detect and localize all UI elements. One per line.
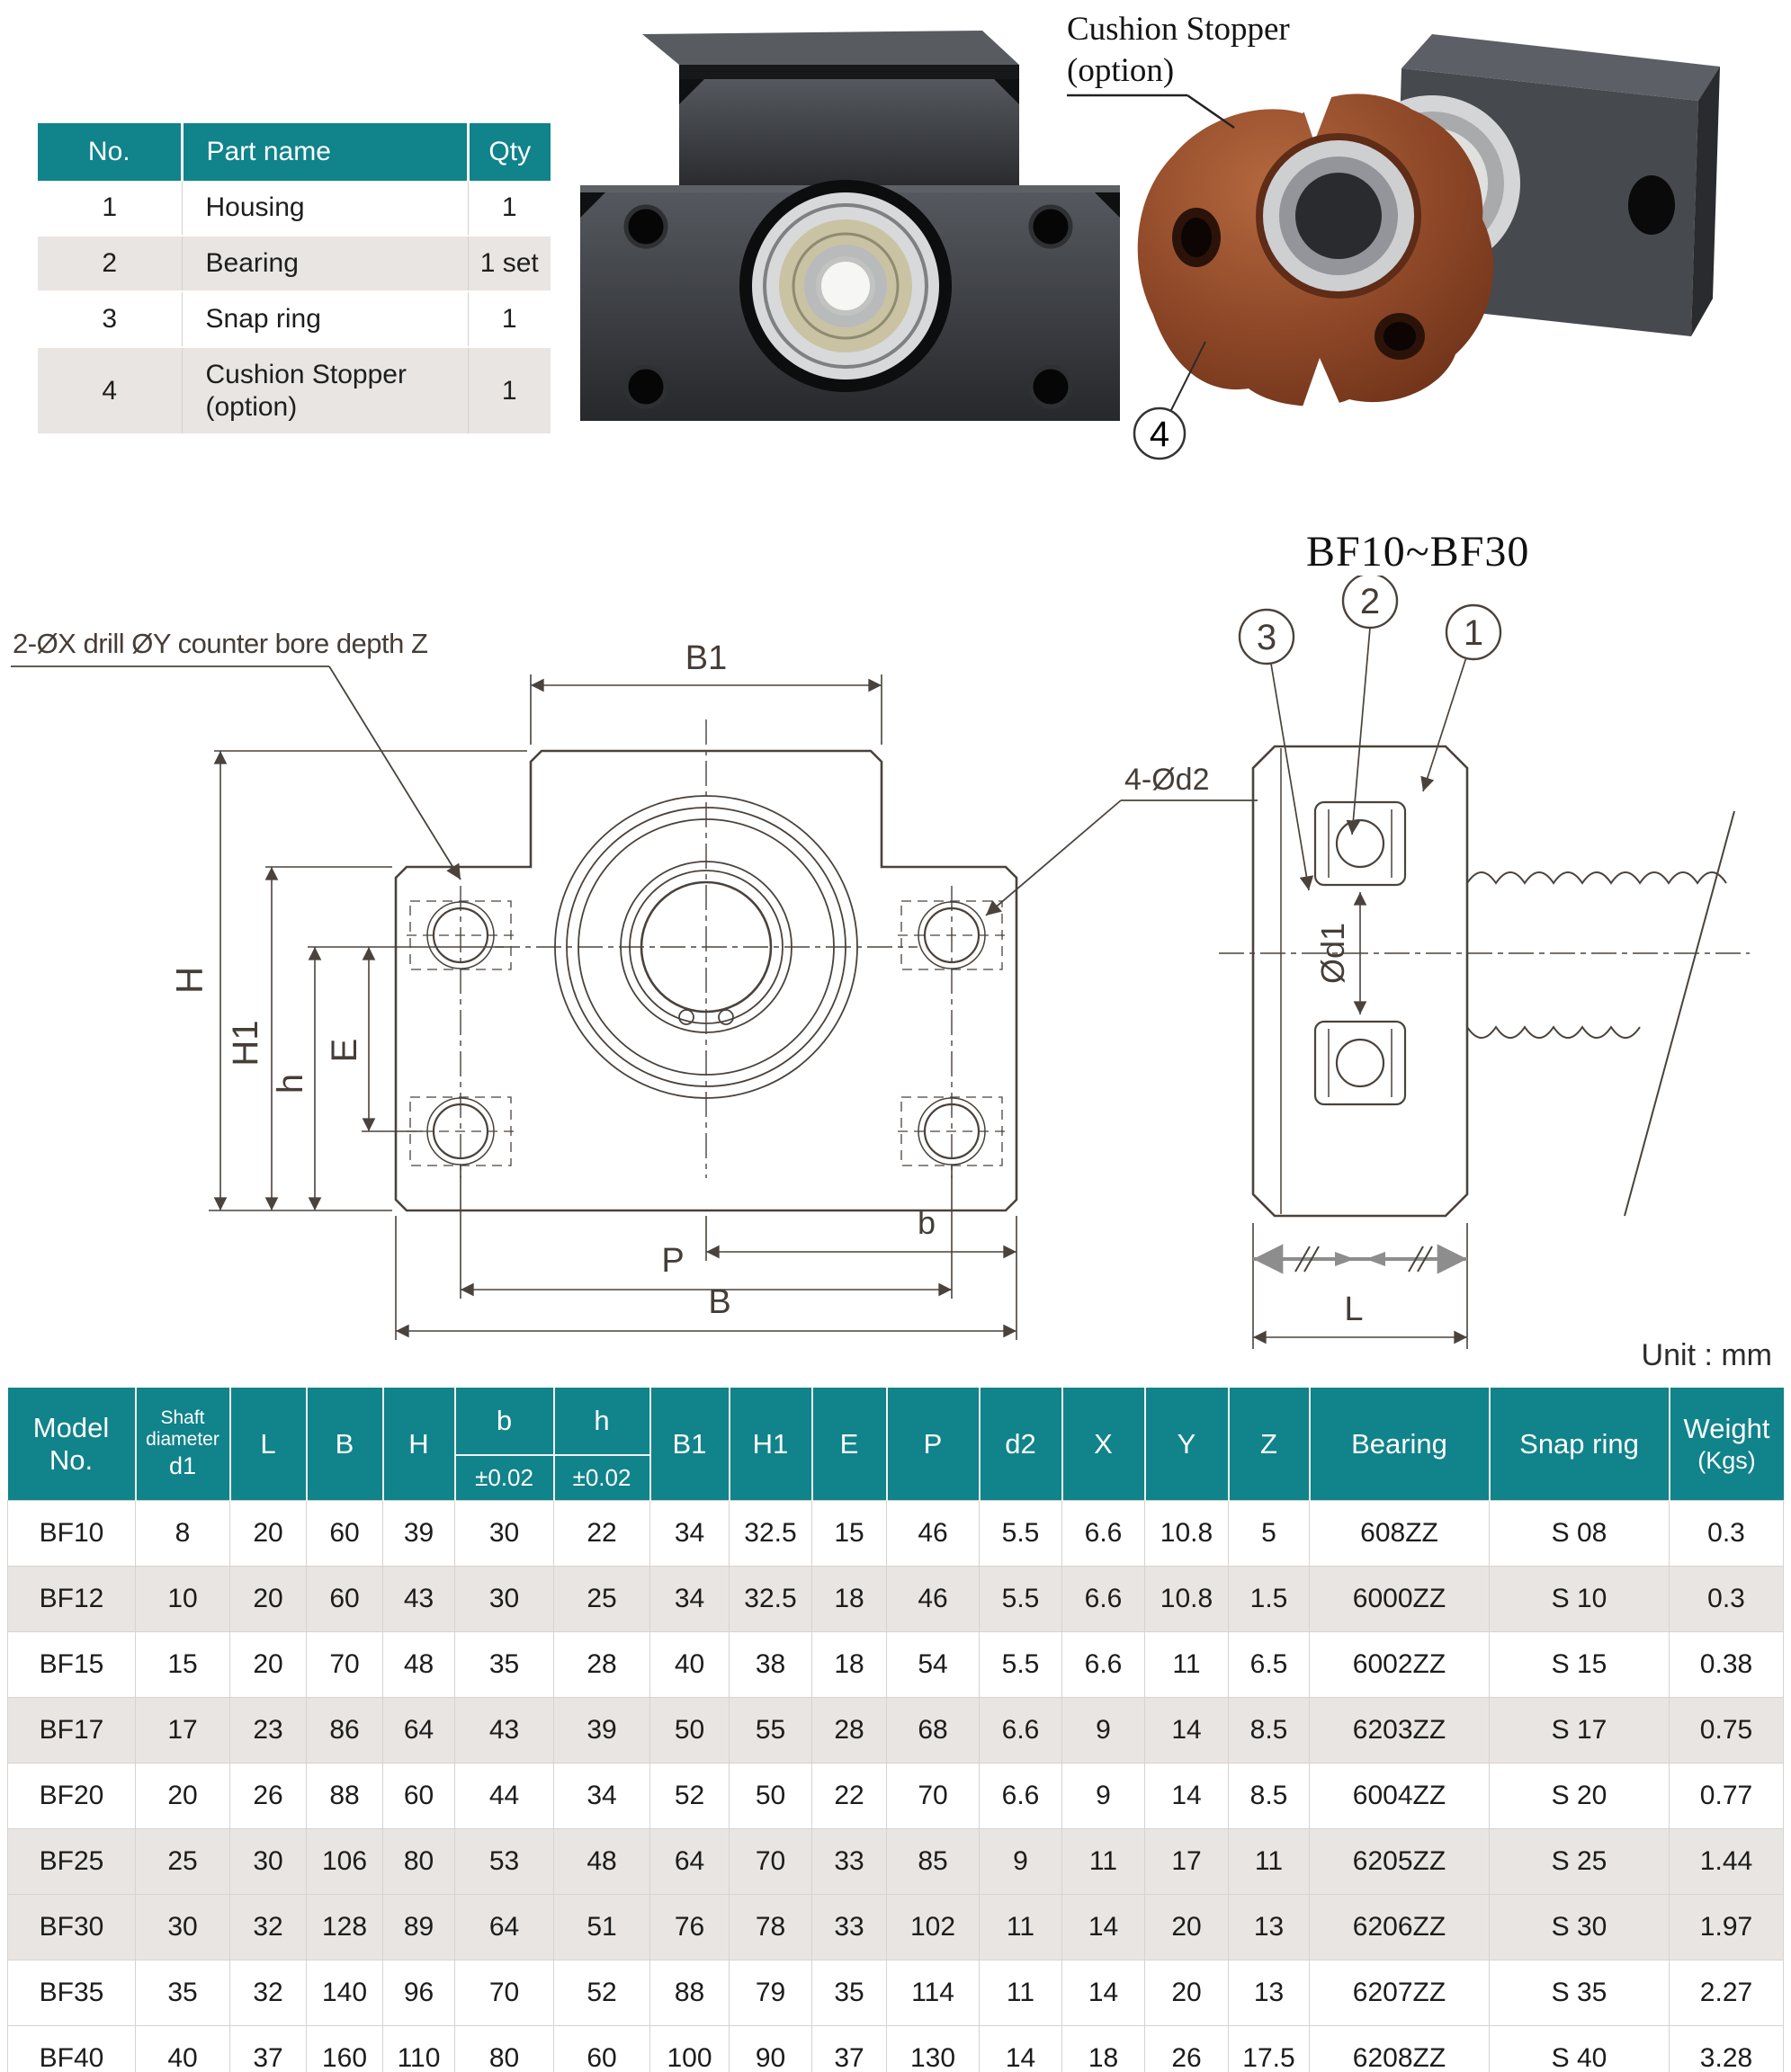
technical-drawing: [0, 576, 1791, 1385]
spec-cell: 160: [307, 2026, 383, 2072]
spec-cell: 6.5: [1229, 1632, 1310, 1698]
spec-cell: 35: [812, 1960, 887, 2026]
spec-cell: 1.97: [1670, 1895, 1784, 1960]
spec-cell-model: BF40: [8, 2026, 136, 2072]
spec-cell: 40: [136, 2026, 230, 2072]
spec-col-bearing: Bearing: [1310, 1388, 1490, 1501]
spec-cell: 14: [1062, 1895, 1145, 1960]
spec-cell: 6000ZZ: [1310, 1567, 1490, 1632]
spec-cell: 18: [812, 1567, 887, 1632]
callout-3-icon: [1240, 610, 1294, 664]
bearing-face: [739, 180, 952, 392]
spec-cell-model: BF12: [8, 1567, 136, 1632]
svg-text:E: E: [325, 1038, 364, 1063]
spec-cell: 30: [455, 1567, 554, 1632]
parts-cell-no: 3: [38, 291, 182, 347]
spec-col-weight: Weight (Kgs): [1670, 1388, 1784, 1501]
spec-cell: S 25: [1490, 1829, 1670, 1895]
svg-text:3: 3: [1256, 618, 1277, 657]
svg-text:H: H: [168, 966, 210, 995]
parts-cell-qty: 1 set: [468, 236, 551, 291]
front-view: [396, 719, 1016, 1210]
spec-cell: 6002ZZ: [1310, 1632, 1490, 1698]
parts-table: [38, 123, 551, 435]
spec-cell: 15: [136, 1632, 230, 1698]
spec-cell: 0.3: [1670, 1567, 1784, 1632]
spec-cell: 128: [307, 1895, 383, 1960]
spec-cell: 68: [887, 1698, 980, 1764]
spec-cell: 96: [383, 1960, 455, 2026]
spec-cell: 20: [1145, 1895, 1229, 1960]
spec-cell: 64: [455, 1895, 554, 1960]
spec-cell-model: BF17: [8, 1698, 136, 1764]
spec-col-model-no-: Model No.: [8, 1388, 136, 1501]
parts-row-1: [38, 181, 551, 236]
spec-cell: 52: [554, 1960, 650, 2026]
spec-cell: 55: [730, 1698, 812, 1764]
spec-cell-model: BF35: [8, 1960, 136, 2026]
spec-cell-model: BF20: [8, 1764, 136, 1829]
spec-cell-model: BF30: [8, 1895, 136, 1960]
spec-cell: 6208ZZ: [1310, 2026, 1490, 2072]
spec-cell: 0.75: [1670, 1698, 1784, 1764]
spec-cell-model: BF25: [8, 1829, 136, 1895]
spec-cell: 70: [730, 1829, 812, 1895]
spec-col-h: H: [383, 1388, 455, 1501]
spec-cell: S 35: [1490, 1960, 1670, 2026]
spec-cell: 35: [455, 1632, 554, 1698]
spec-row-BF12: [8, 1567, 1784, 1632]
spec-cell: 79: [730, 1960, 812, 2026]
spec-cell: 30: [136, 1895, 230, 1960]
spec-col-y: Y: [1145, 1388, 1229, 1501]
spec-cell: 6.6: [980, 1698, 1062, 1764]
spec-cell: 20: [230, 1567, 307, 1632]
spec-cell: 9: [1062, 1698, 1145, 1764]
center-lines: [461, 719, 952, 1178]
spec-cell: 8.5: [1229, 1698, 1310, 1764]
spec-cell: 106: [307, 1829, 383, 1895]
svg-text:P: P: [661, 1242, 685, 1280]
parts-col-no: No.: [38, 123, 182, 181]
spec-cell: 85: [887, 1829, 980, 1895]
spec-cell: 40: [650, 1632, 730, 1698]
spec-cell: 32: [230, 1895, 307, 1960]
spec-cell: 6004ZZ: [1310, 1764, 1490, 1829]
spec-cell: 34: [650, 1567, 730, 1632]
spec-col-x: X: [1062, 1388, 1145, 1501]
spec-cell: 50: [730, 1764, 812, 1829]
spec-cell: 20: [230, 1501, 307, 1567]
spec-cell: 11: [1229, 1829, 1310, 1895]
spec-cell: S 40: [1490, 2026, 1670, 2072]
spec-cell: 0.77: [1670, 1764, 1784, 1829]
model-range-caption: BF10~BF30: [1306, 528, 1530, 576]
spec-cell: 38: [730, 1632, 812, 1698]
spec-cell: 100: [650, 2026, 730, 2072]
spec-cell-model: BF10: [8, 1501, 136, 1567]
spec-cell: 10.8: [1145, 1567, 1229, 1632]
spec-cell: 76: [650, 1895, 730, 1960]
spec-col-h: h ±0.02: [554, 1388, 650, 1501]
housing-photo: [580, 31, 1120, 421]
spec-col-b: b ±0.02: [455, 1388, 554, 1501]
spec-col-l: L: [230, 1388, 307, 1501]
svg-text:b: b: [917, 1204, 936, 1241]
spec-row-BF25: [8, 1829, 1784, 1895]
spec-cell: 9: [1062, 1764, 1145, 1829]
spec-cell: 14: [1062, 1960, 1145, 2026]
spec-cell: 17.5: [1229, 2026, 1310, 2072]
spec-cell: 3.28: [1670, 2026, 1784, 2072]
callout-1-icon: [1446, 605, 1500, 659]
spec-cell: 88: [650, 1960, 730, 2026]
dimension-4d2: [986, 763, 1258, 915]
spec-cell: 88: [307, 1764, 383, 1829]
spec-cell: 46: [887, 1501, 980, 1567]
spec-cell: 26: [1145, 2026, 1229, 2072]
spec-cell: 5.5: [980, 1501, 1062, 1567]
spec-cell: S 08: [1490, 1501, 1670, 1567]
spec-row-BF10: [8, 1501, 1784, 1567]
parts-table-body: [38, 181, 551, 434]
spec-cell: 70: [887, 1764, 980, 1829]
spec-cell: 28: [554, 1632, 650, 1698]
spec-cell: 80: [455, 2026, 554, 2072]
spec-cell-model: BF15: [8, 1632, 136, 1698]
spec-cell: 11: [980, 1960, 1062, 2026]
spec-cell: 35: [136, 1960, 230, 2026]
spec-cell: 54: [887, 1632, 980, 1698]
spec-cell: 20: [230, 1632, 307, 1698]
spec-table: [7, 1388, 1784, 2072]
spec-cell: 8: [136, 1501, 230, 1567]
spec-col-b: B: [307, 1388, 383, 1501]
spec-cell: 6207ZZ: [1310, 1960, 1490, 2026]
spec-cell: 48: [383, 1632, 455, 1698]
spec-cell: 34: [650, 1501, 730, 1567]
spec-cell: 10: [136, 1567, 230, 1632]
parts-cell-name: Bearing: [182, 236, 468, 291]
spec-cell: 50: [650, 1698, 730, 1764]
parts-cell-name: Housing: [182, 181, 468, 236]
spec-cell: 90: [730, 2026, 812, 2072]
spec-cell: 17: [1145, 1829, 1229, 1895]
spec-cell: 43: [383, 1567, 455, 1632]
spec-cell: 60: [554, 2026, 650, 2072]
spec-cell: 18: [812, 1632, 887, 1698]
spec-cell: 8.5: [1229, 1764, 1310, 1829]
svg-text:B: B: [708, 1283, 731, 1321]
spec-cell: 70: [455, 1960, 554, 2026]
spec-cell: 44: [455, 1764, 554, 1829]
dimension-H1: [226, 867, 392, 1210]
spec-cell: 64: [650, 1829, 730, 1895]
spec-cell: 60: [307, 1501, 383, 1567]
spec-cell: 23: [230, 1698, 307, 1764]
spec-header-row: [8, 1388, 1784, 1501]
parts-cell-qty: 1: [468, 291, 551, 347]
spec-cell: 6203ZZ: [1310, 1698, 1490, 1764]
svg-text:H1: H1: [226, 1020, 265, 1067]
spec-cell: 39: [383, 1501, 455, 1567]
cushion-stopper-photo: [1067, 34, 1720, 459]
spec-col-snap-ring: Snap ring: [1490, 1388, 1670, 1501]
callout-2-icon: [1343, 576, 1397, 628]
dimension-b: [706, 1204, 1016, 1261]
spec-cell: 39: [554, 1698, 650, 1764]
spec-cell: 37: [230, 2026, 307, 2072]
spec-cell: 34: [554, 1764, 650, 1829]
spec-cell: 0.38: [1670, 1632, 1784, 1698]
spec-cell: 32: [230, 1960, 307, 2026]
svg-text:4-Ød2: 4-Ød2: [1124, 763, 1210, 797]
unit-note: Unit : mm: [1641, 1338, 1772, 1372]
spec-cell: 6.6: [1062, 1501, 1145, 1567]
spec-cell: 14: [980, 2026, 1062, 2072]
counterbore-note: [11, 628, 461, 880]
screw-shaft: [1467, 811, 1734, 1216]
spec-cell: 30: [230, 1829, 307, 1895]
parts-cell-qty: 1: [468, 181, 551, 236]
parts-col-qty: Qty: [468, 123, 551, 181]
spec-cell: 89: [383, 1895, 455, 1960]
spec-cell: 25: [554, 1567, 650, 1632]
parts-cell-qty: 1: [468, 347, 551, 434]
side-view: [1219, 746, 1750, 1216]
spec-cell: 25: [136, 1829, 230, 1895]
spec-cell: 51: [554, 1895, 650, 1960]
callouts: [1240, 576, 1500, 890]
spec-row-BF17: [8, 1698, 1784, 1764]
spec-cell: 6.6: [1062, 1567, 1145, 1632]
spec-cell: 102: [887, 1895, 980, 1960]
parts-col-part-name: Part name: [182, 123, 468, 181]
cushion-stopper-label: [1067, 9, 1290, 92]
spec-cell: 64: [383, 1698, 455, 1764]
spec-cell: 20: [1145, 1960, 1229, 2026]
parts-cell-no: 1: [38, 181, 182, 236]
stopper-label-leader: [1067, 95, 1234, 128]
svg-text:h: h: [271, 1073, 310, 1094]
svg-text:2: 2: [1359, 582, 1381, 621]
svg-text:1: 1: [1463, 613, 1484, 653]
svg-text:Ød1: Ød1: [1314, 922, 1351, 985]
dimension-h: [271, 947, 504, 1210]
dimension-L: [1253, 1223, 1467, 1349]
spec-row-BF35: [8, 1960, 1784, 2026]
svg-text:2-ØX drill ØY counter bore dep: 2-ØX drill ØY counter bore depth Z: [13, 628, 428, 659]
spec-cell: 52: [650, 1764, 730, 1829]
spec-col-shaft-diameter: Shaft diameter d1: [136, 1388, 230, 1501]
spec-row-BF20: [8, 1764, 1784, 1829]
spec-cell: 70: [307, 1632, 383, 1698]
spec-cell: 60: [307, 1567, 383, 1632]
spec-cell: 15: [812, 1501, 887, 1567]
spec-cell: 28: [812, 1698, 887, 1764]
spec-cell: 53: [455, 1829, 554, 1895]
spec-cell: 13: [1229, 1895, 1310, 1960]
parts-cell-no: 2: [38, 236, 182, 291]
spec-cell: 48: [554, 1829, 650, 1895]
spec-cell: 130: [887, 2026, 980, 2072]
parts-row-3: [38, 291, 551, 347]
spec-cell: 14: [1145, 1698, 1229, 1764]
spec-cell: 6205ZZ: [1310, 1829, 1490, 1895]
spec-col-d2: d2: [980, 1388, 1062, 1501]
spec-col-z: Z: [1229, 1388, 1310, 1501]
spec-col-b1: B1: [650, 1388, 730, 1501]
spec-cell: 60: [383, 1764, 455, 1829]
parts-cell-name: Snap ring: [182, 291, 468, 347]
parts-row-2: [38, 236, 551, 291]
cushion-stopper-label-line1: Cushion Stopper: [1067, 11, 1290, 48]
spec-cell: 11: [980, 1895, 1062, 1960]
svg-text:L: L: [1344, 1291, 1364, 1328]
spec-cell: 5.5: [980, 1567, 1062, 1632]
spec-cell: 114: [887, 1960, 980, 2026]
spec-row-BF30: [8, 1895, 1784, 1960]
spec-cell: 13: [1229, 1960, 1310, 2026]
spec-cell: 1.44: [1670, 1829, 1784, 1895]
spec-cell: 140: [307, 1960, 383, 2026]
spec-row-BF40: [8, 2026, 1784, 2072]
parts-row-4: [38, 347, 551, 434]
spec-cell: 0.3: [1670, 1501, 1784, 1567]
spec-table-body: [8, 1501, 1784, 2072]
spec-cell: 18: [1062, 2026, 1145, 2072]
spec-cell: 1.5: [1229, 1567, 1310, 1632]
svg-text:4: 4: [1149, 415, 1170, 454]
spec-cell: 5.5: [980, 1632, 1062, 1698]
spec-cell: 10.8: [1145, 1501, 1229, 1567]
spec-cell: 17: [136, 1698, 230, 1764]
spec-cell: 20: [136, 1764, 230, 1829]
spec-cell: 22: [554, 1501, 650, 1567]
spec-col-e: E: [812, 1388, 887, 1501]
spec-cell: 110: [383, 2026, 455, 2072]
spec-cell: 6206ZZ: [1310, 1895, 1490, 1960]
spec-cell: 6.6: [980, 1764, 1062, 1829]
spec-cell: 46: [887, 1567, 980, 1632]
spec-cell: 33: [812, 1829, 887, 1895]
spec-cell: 37: [812, 2026, 887, 2072]
dimension-H: [168, 751, 527, 1210]
spec-cell: 80: [383, 1829, 455, 1895]
spec-cell: 78: [730, 1895, 812, 1960]
spec-cell: S 30: [1490, 1895, 1670, 1960]
spec-cell: S 15: [1490, 1632, 1670, 1698]
svg-text:B1: B1: [685, 639, 728, 677]
parts-cell-no: 4: [38, 347, 182, 434]
spec-cell: 32.5: [730, 1501, 812, 1567]
spec-cell: S 17: [1490, 1698, 1670, 1764]
spec-col-h1: H1: [730, 1388, 812, 1501]
dimension-E: [325, 947, 423, 1131]
spec-cell: 22: [812, 1764, 887, 1829]
spec-cell: 33: [812, 1895, 887, 1960]
spec-cell: 11: [1062, 1829, 1145, 1895]
spec-col-p: P: [887, 1388, 980, 1501]
spec-cell: 43: [455, 1698, 554, 1764]
cushion-stopper-label-line2: (option): [1067, 52, 1175, 89]
spec-cell: S 20: [1490, 1764, 1670, 1829]
spec-cell: 5: [1229, 1501, 1310, 1567]
spec-cell: 86: [307, 1698, 383, 1764]
spec-cell: 11: [1145, 1632, 1229, 1698]
spec-row-BF15: [8, 1632, 1784, 1698]
parts-header-row: [38, 123, 551, 181]
spec-cell: 6.6: [1062, 1632, 1145, 1698]
spec-cell: 608ZZ: [1310, 1501, 1490, 1567]
parts-cell-name: Cushion Stopper (option): [182, 347, 468, 434]
spec-cell: 14: [1145, 1764, 1229, 1829]
spec-cell: 30: [455, 1501, 554, 1567]
spec-cell: S 10: [1490, 1567, 1670, 1632]
spec-cell: 32.5: [730, 1567, 812, 1632]
spec-cell: 9: [980, 1829, 1062, 1895]
spec-cell: 26: [230, 1764, 307, 1829]
spec-cell: 2.27: [1670, 1960, 1784, 2026]
